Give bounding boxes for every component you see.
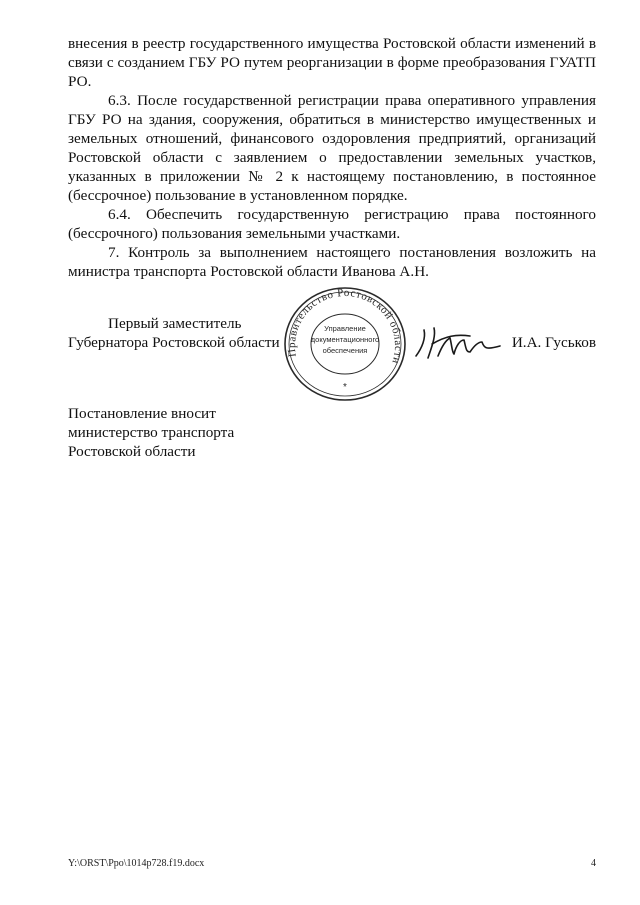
submitted-by-line1: Постановление вносит bbox=[68, 405, 216, 422]
paragraph-6-3: 6.3. После государственной регистрации права оперативного управления ГБУ РО на здания, сооружения, обратиться в министерство имущественных и земельных отношений, финансового оздоровления предприятий, организаций Ростовской области с заявлением о предоставлении земельных участков, указанных в приложении № 2 к настоящему постановлению, в постоянное (бессрочное) пользование в установленном порядке. bbox=[68, 92, 596, 204]
stamp-center-ring bbox=[311, 314, 379, 374]
footer-file-path: Y:\ORST\Ppo\1014p728.f19.docx bbox=[68, 858, 205, 869]
signatory-title-line2: Губернатора Ростовской области bbox=[68, 334, 280, 351]
stamp-ring-text: Правительство Ростовской области bbox=[285, 286, 405, 366]
official-stamp bbox=[275, 278, 415, 408]
stamp-center-line2: документационного bbox=[310, 335, 380, 344]
signatory-name: И.А. Гуськов bbox=[511, 334, 596, 351]
stamp-star: * bbox=[343, 382, 347, 393]
stamp-center-line1: Управление bbox=[324, 324, 366, 333]
paragraph-6-4: 6.4. Обеспечить государственную регистрацию права постоянного (бессрочного) пользования земельными участками. bbox=[68, 206, 596, 242]
paragraph-continuation: внесения в реестр государственного имущества Ростовской области изменений в связи с созданием ГБУ РО путем реорганизации в форме преобразования ГУАТП РО. bbox=[68, 35, 596, 90]
submitted-by-line3: Ростовской области bbox=[68, 443, 196, 460]
signatory-title bbox=[68, 314, 280, 352]
stamp-center-line3: обеспечения bbox=[322, 346, 368, 355]
document-body bbox=[68, 34, 596, 281]
submitted-by-line2: министерство транспорта bbox=[68, 424, 235, 441]
signatory-title-line1: Первый заместитель bbox=[108, 315, 242, 332]
paragraph-7: 7. Контроль за выполнением настоящего постановления возложить на министра транспорта Ростовской области Иванова А.Н. bbox=[68, 244, 596, 280]
submitted-by-note bbox=[68, 404, 234, 461]
footer-page-number: 4 bbox=[591, 858, 596, 869]
handwritten-signature bbox=[412, 318, 504, 366]
